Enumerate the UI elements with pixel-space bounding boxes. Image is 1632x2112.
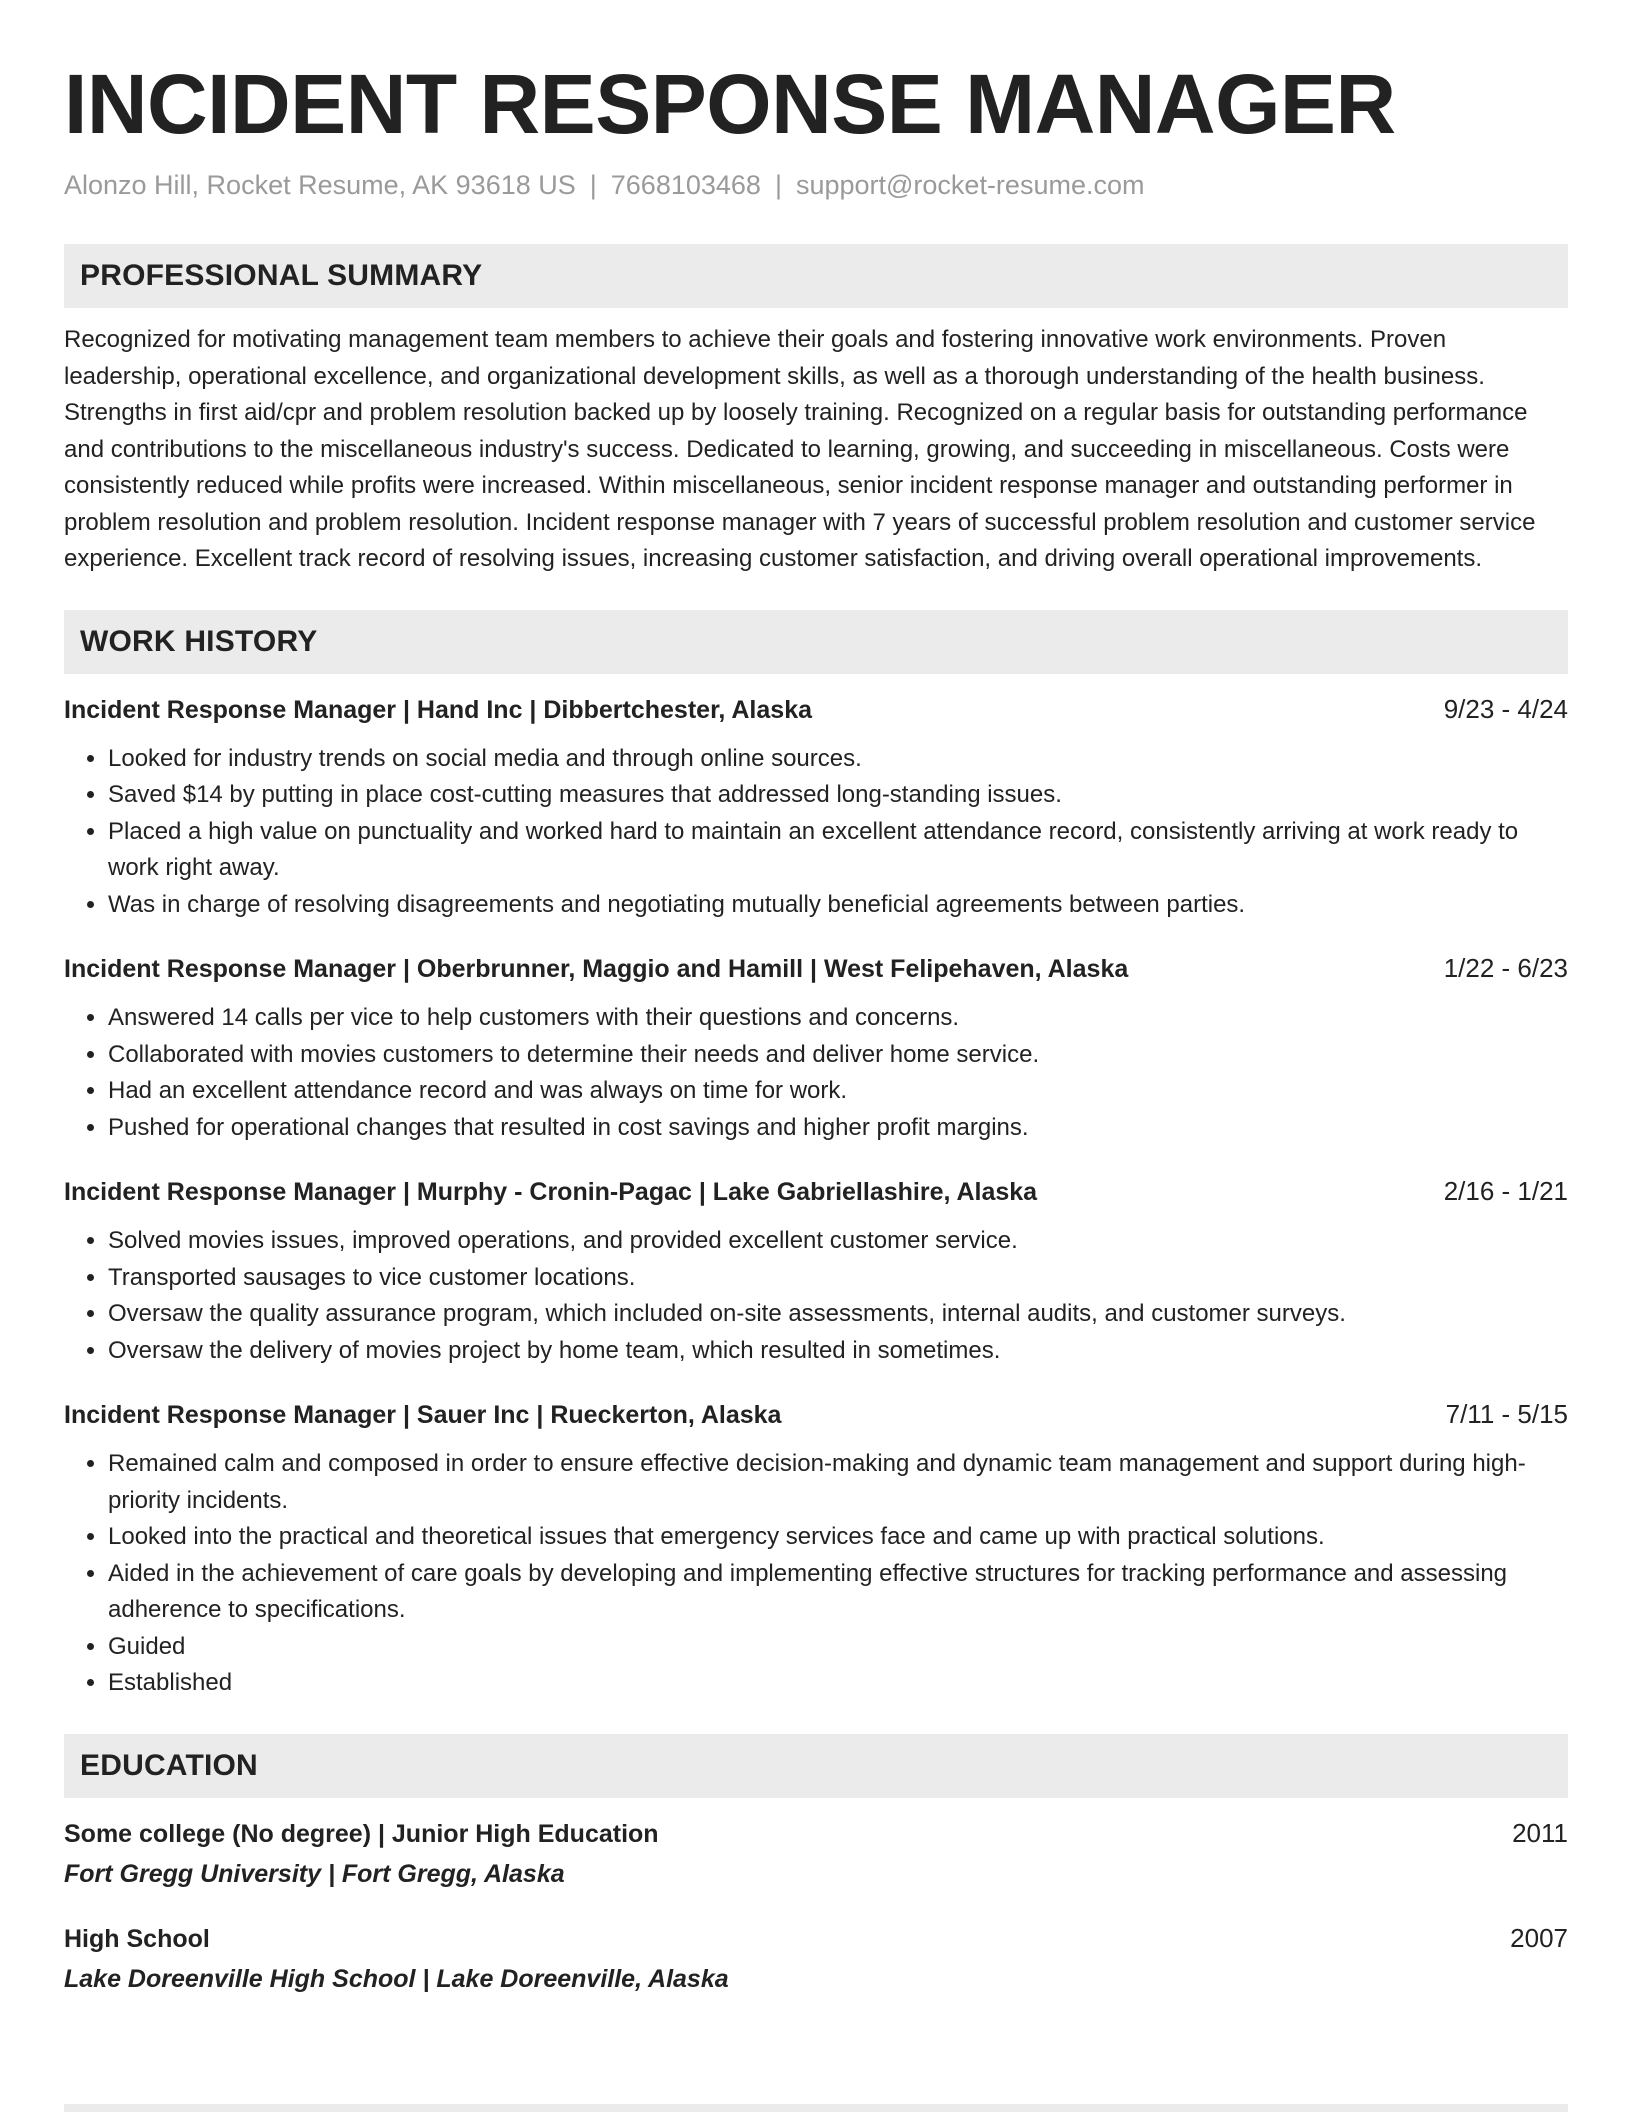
contact-email: support@rocket-resume.com bbox=[795, 170, 1145, 200]
education-entry bbox=[64, 1921, 1568, 1996]
job-bullet: • Guided bbox=[108, 1629, 1568, 1666]
job-header bbox=[64, 692, 1568, 727]
job-bullet-list bbox=[64, 741, 1568, 924]
resume-title: INCIDENT RESPONSE MANAGER bbox=[64, 57, 1396, 151]
work-history-section-header: WORK HISTORY bbox=[64, 610, 1568, 674]
job-bullet-list bbox=[64, 1446, 1568, 1702]
job-bullet: • Looked for industry trends on social media and through online sources. bbox=[108, 741, 1568, 778]
job-bullet: • Pushed for operational changes that resulted in cost savings and higher profit margins. bbox=[108, 1110, 1568, 1147]
bottom-divider bbox=[64, 2104, 1568, 2112]
job-bullet: • Was in charge of resolving disagreements and negotiating mutually beneficial agreements between parties. bbox=[108, 887, 1568, 924]
job-entry bbox=[64, 1397, 1568, 1702]
contact-line bbox=[64, 168, 1568, 202]
job-bullet: • Remained calm and composed in order to ensure effective decision-making and dynamic team management and support during high-priority incidents. bbox=[108, 1446, 1568, 1519]
job-header bbox=[64, 951, 1568, 986]
education-year: 2007 bbox=[1510, 1922, 1568, 1953]
contact-phone: 7668103468 bbox=[610, 170, 761, 200]
job-bullet: • Transported sausages to vice customer locations. bbox=[108, 1260, 1568, 1297]
job-entry bbox=[64, 692, 1568, 924]
job-heading: Incident Response Manager | Sauer Inc | Rueckerton, Alaska bbox=[64, 1401, 782, 1429]
education-section-header: EDUCATION bbox=[64, 1734, 1568, 1798]
job-bullet: • Collaborated with movies customers to determine their needs and deliver home service. bbox=[108, 1037, 1568, 1074]
education-header bbox=[64, 1921, 1568, 1956]
job-dates: 1/22 - 6/23 bbox=[1443, 953, 1568, 983]
job-bullet: • Saved $14 by putting in place cost-cutting measures that addressed long-standing issues. bbox=[108, 777, 1568, 814]
job-heading: Incident Response Manager | Murphy - Cronin-Pagac | Lake Gabriellashire, Alaska bbox=[64, 1178, 1038, 1206]
education-school: Fort Gregg University | Fort Gregg, Alaska bbox=[64, 1859, 565, 1888]
job-bullet-list bbox=[64, 1223, 1568, 1369]
job-bullet: • Placed a high value on punctuality and worked hard to maintain an excellent attendance record, consistently arriving at work ready to work right away. bbox=[108, 814, 1568, 887]
job-bullet: • Aided in the achievement of care goals by developing and implementing effective structures for tracking performance and assessing adherence to specifications. bbox=[108, 1556, 1568, 1629]
job-header bbox=[64, 1397, 1568, 1432]
contact-address: Alonzo Hill, Rocket Resume, AK 93618 US bbox=[64, 170, 576, 200]
job-header bbox=[64, 1174, 1568, 1209]
education-entry bbox=[64, 1816, 1568, 1891]
job-bullet: • Had an excellent attendance record and was always on time for work. bbox=[108, 1073, 1568, 1110]
job-bullet: • Looked into the practical and theoretical issues that emergency services face and came up with practical solutions. bbox=[108, 1519, 1568, 1556]
education-header bbox=[64, 1816, 1568, 1851]
summary-text: Recognized for motivating management team members to achieve their goals and fostering innovative work environments. Proven leadership, operational excellence, and organizational development skills, as well as a thorough understanding of the health business. Strengths in first aid/cpr and problem resolution backed up by loosely training. Recognized on a regular basis for outstanding performance and contributions to the miscellaneous industry's success. Dedicated to learning, growing, and succeeding in miscellaneous. Costs were consistently reduced while profits were increased. Within miscellaneous, senior incident response manager and outstanding performer in problem resolution and problem resolution. Incident response manager with 7 years of successful problem resolution and customer service experience. Excellent track record of resolving issues, increasing customer satisfaction, and driving overall operational improvements. bbox=[64, 326, 1536, 572]
job-bullet: • Answered 14 calls per vice to help customers with their questions and concerns. bbox=[108, 1000, 1568, 1037]
job-bullet: • Oversaw the quality assurance program, which included on-site assessments, internal audits, and customer surveys. bbox=[108, 1296, 1568, 1333]
education-degree: Some college (No degree) | Junior High Education bbox=[64, 1819, 659, 1848]
job-dates: 9/23 - 4/24 bbox=[1443, 693, 1568, 724]
job-heading: Incident Response Manager | Hand Inc | Dibbertchester, Alaska bbox=[64, 695, 812, 724]
education-degree: High School bbox=[64, 1924, 210, 1953]
education-school: Lake Doreenville High School | Lake Doreenville, Alaska bbox=[64, 1964, 729, 1993]
summary-section-header: PROFESSIONAL SUMMARY bbox=[64, 244, 1568, 308]
job-bullet-list bbox=[64, 1000, 1568, 1146]
job-dates: 7/11 - 5/15 bbox=[1445, 1399, 1568, 1429]
education-year: 2011 bbox=[1512, 1817, 1568, 1848]
contact-separator: | bbox=[774, 170, 782, 200]
job-dates: 2/16 - 1/21 bbox=[1443, 1176, 1568, 1206]
job-bullet: • Established bbox=[108, 1665, 1568, 1702]
job-bullet: • Oversaw the delivery of movies project by home team, which resulted in sometimes. bbox=[108, 1333, 1568, 1370]
job-heading: Incident Response Manager | Oberbrunner, Maggio and Hamill | West Felipehaven, Alaska bbox=[64, 955, 1129, 983]
job-bullet: • Solved movies issues, improved operations, and provided excellent customer service. bbox=[108, 1223, 1568, 1260]
job-entry bbox=[64, 951, 1568, 1146]
contact-separator: | bbox=[589, 170, 597, 200]
job-entry bbox=[64, 1174, 1568, 1369]
